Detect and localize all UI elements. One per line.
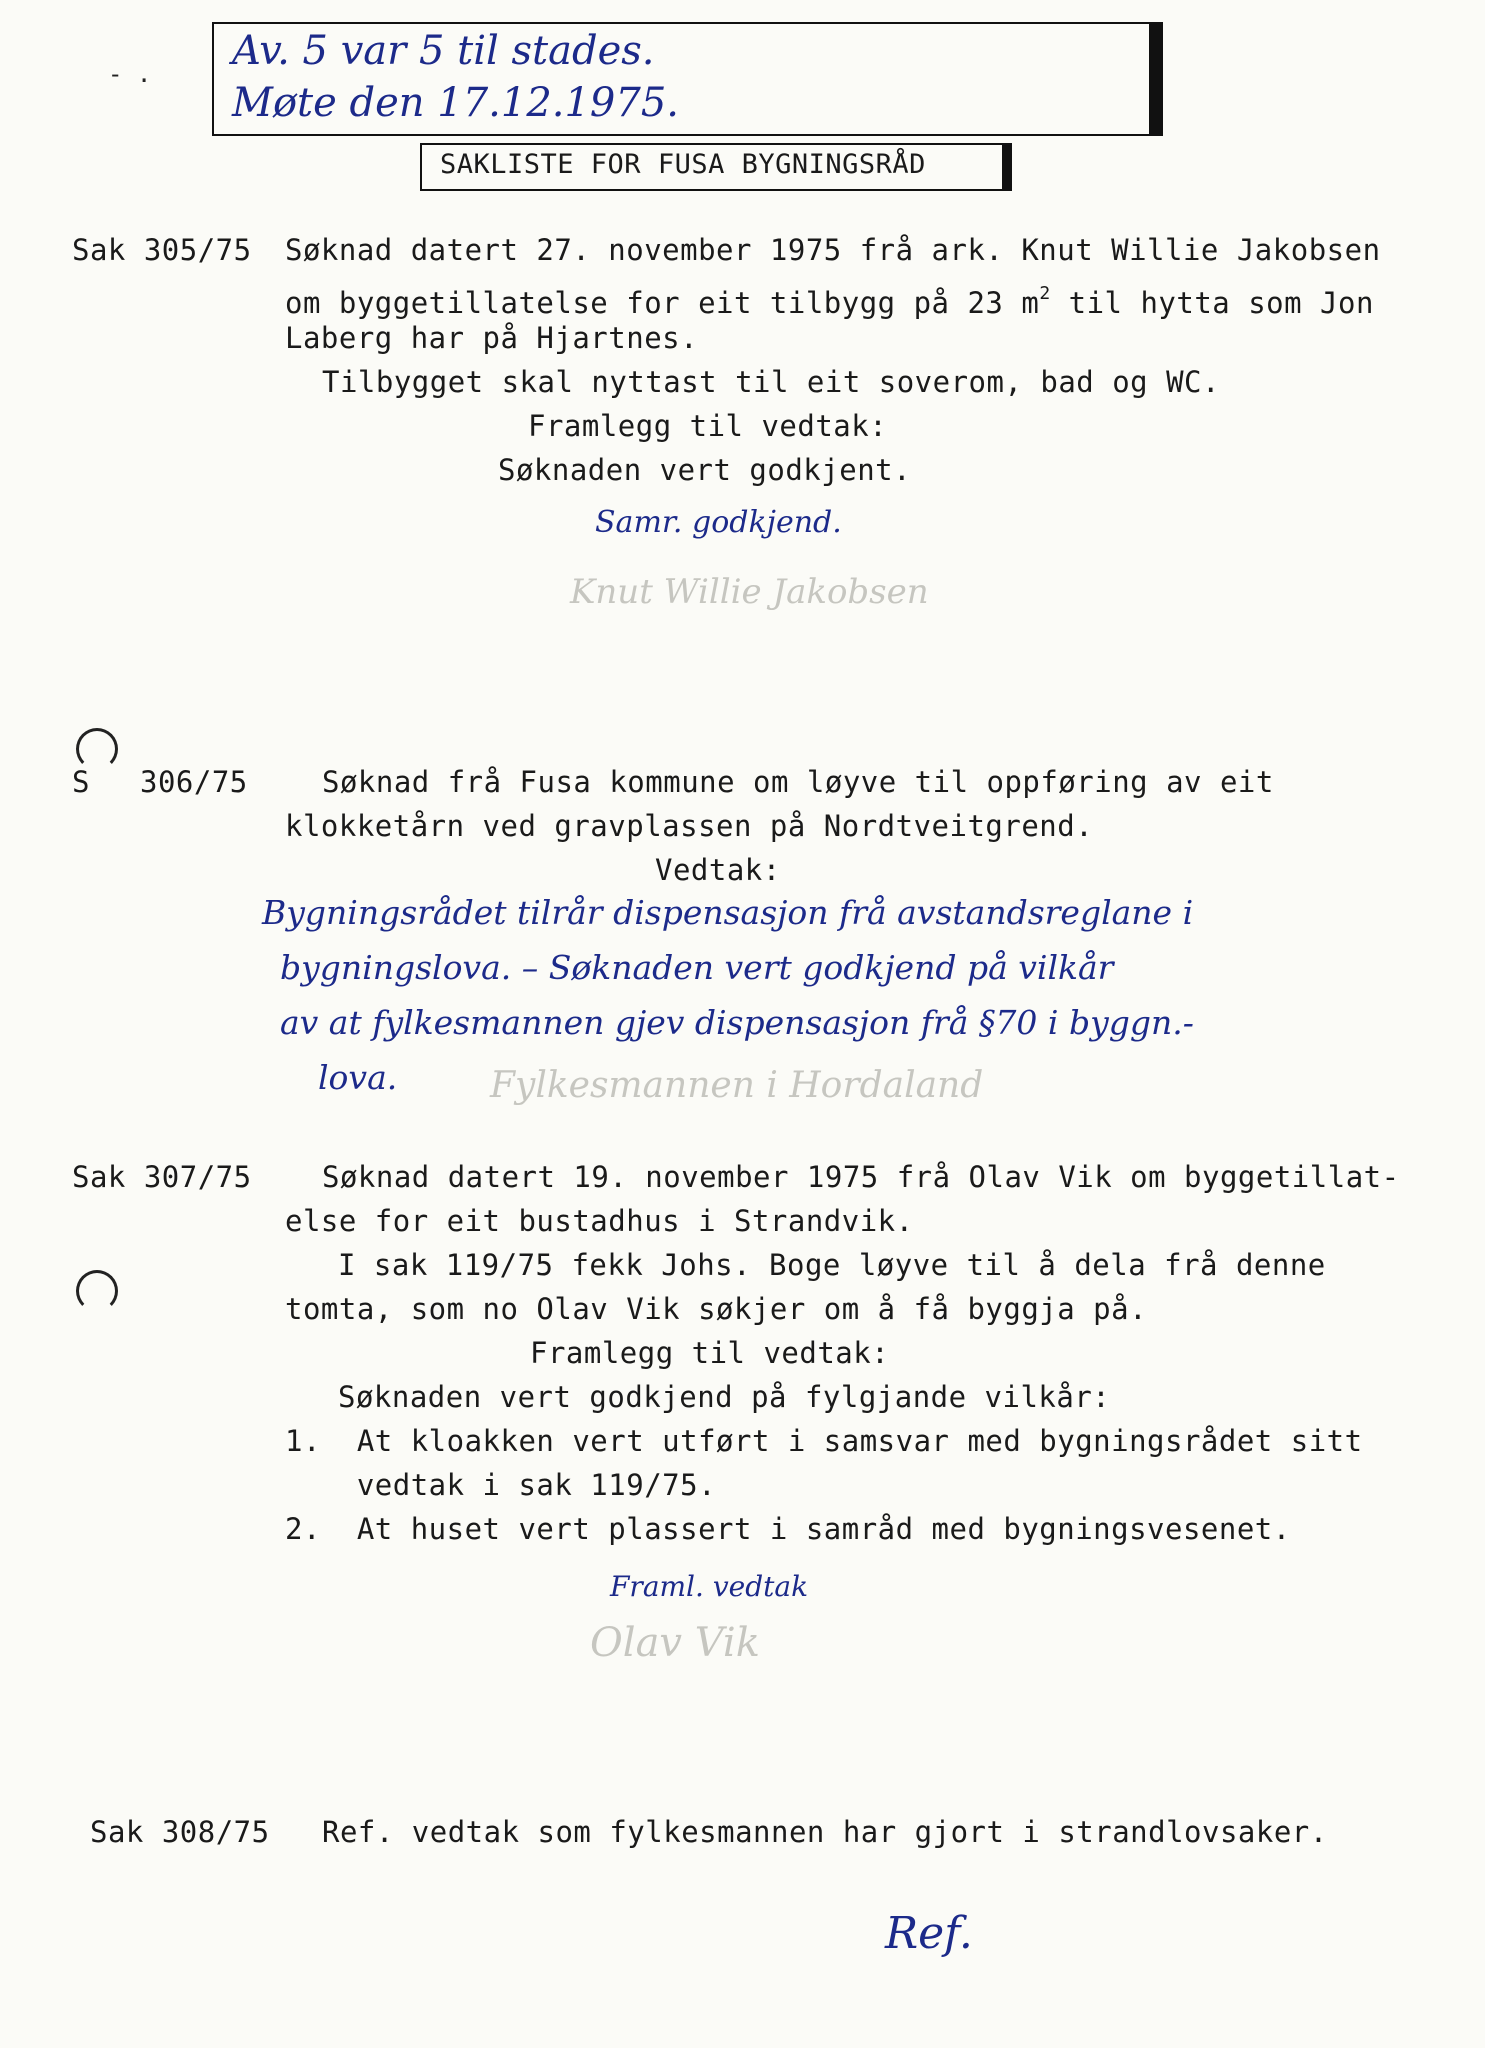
case-text-line: klokketårn ved gravplassen på Nordtveitgrend. — [285, 809, 1094, 843]
handwritten-attendance: Av. 5 var 5 til stades. — [232, 28, 655, 74]
handwritten-decision-line: Bygningsrådet tilrår dispensasjon frå avstandsreglane i — [262, 893, 1194, 932]
case-text-line: Laberg har på Hjartnes. — [285, 321, 699, 355]
handwritten-decision: Samr. godkjend. — [595, 505, 842, 540]
case-text-line: Tilbygget skal nyttast til eit soverom, bad og WC. — [322, 365, 1220, 399]
case-text-line: Søknad frå Fusa kommune om løyve til oppføring av eit — [322, 765, 1274, 799]
pencil-name-note: Olav Vik — [590, 1620, 760, 1666]
handwritten-decision: Ref. — [885, 1908, 973, 1959]
proposal-text: Søknaden vert godkjend på fylgjande vilkår: — [338, 1380, 1111, 1414]
case-text-line: Ref. vedtak som fylkesmannen har gjort i strandlovsaker. — [322, 1815, 1328, 1849]
handwritten-decision-line: bygningslova. – Søknaden vert godkjend på vilkår — [280, 948, 1114, 987]
condition-item: vedtak i sak 119/75. — [285, 1468, 717, 1502]
decision-heading: Vedtak: — [655, 853, 781, 887]
case-text-line: om byggetillatelse for eit tilbygg på 23 $m^2$ til hytta som Jon — [285, 283, 1374, 320]
pencil-name-note: Fylkesmannen i Hordaland — [490, 1065, 984, 1106]
case-number: Sak 307/75 — [72, 1160, 252, 1194]
punch-hole — [76, 1270, 118, 1312]
case-number: Sak 305/75 — [72, 233, 252, 267]
case-text-line: else for eit bustadhus i Strandvik. — [285, 1204, 914, 1238]
proposal-heading: Framlegg til vedtak: — [528, 409, 888, 443]
condition-item: 2. At huset vert plassert i samråd med bygningsvesenet. — [285, 1512, 1291, 1546]
margin-mark: ‑ . — [108, 60, 152, 88]
case-text-line: tomta, som no Olav Vik søkjer om å få byggja på. — [285, 1292, 1148, 1326]
case-number: 306/75 — [140, 765, 248, 799]
document-title: SAKLISTE FOR FUSA BYGNINGSRÅD — [440, 149, 926, 180]
case-text-line: I sak 119/75 fekk Johs. Boge løyve til å dela frå denne — [338, 1248, 1326, 1282]
case-text-line: Søknad datert 19. november 1975 frå Olav Vik om byggetillat- — [322, 1160, 1400, 1194]
case-number-prefix: S — [72, 765, 90, 799]
proposal-text: Søknaden vert godkjent. — [498, 453, 912, 487]
case-number: Sak 308/75 — [90, 1815, 270, 1849]
pencil-name-note: Knut Willie Jakobsen — [570, 572, 929, 612]
handwritten-decision-line: lova. — [318, 1058, 398, 1097]
handwritten-decision-line: av at fylkesmannen gjev dispensasjon frå §70 i byggn.- — [280, 1003, 1194, 1042]
proposal-heading: Framlegg til vedtak: — [530, 1336, 890, 1370]
handwritten-meeting-date: Møte den 17.12.1975. — [232, 80, 679, 126]
condition-item: 1. At kloakken vert utført i samsvar med bygningsrådet sitt — [285, 1424, 1363, 1458]
case-text-line: Søknad datert 27. november 1975 frå ark. Knut Willie Jakobsen — [285, 233, 1381, 267]
handwritten-decision: Framl. vedtak — [610, 1570, 809, 1603]
